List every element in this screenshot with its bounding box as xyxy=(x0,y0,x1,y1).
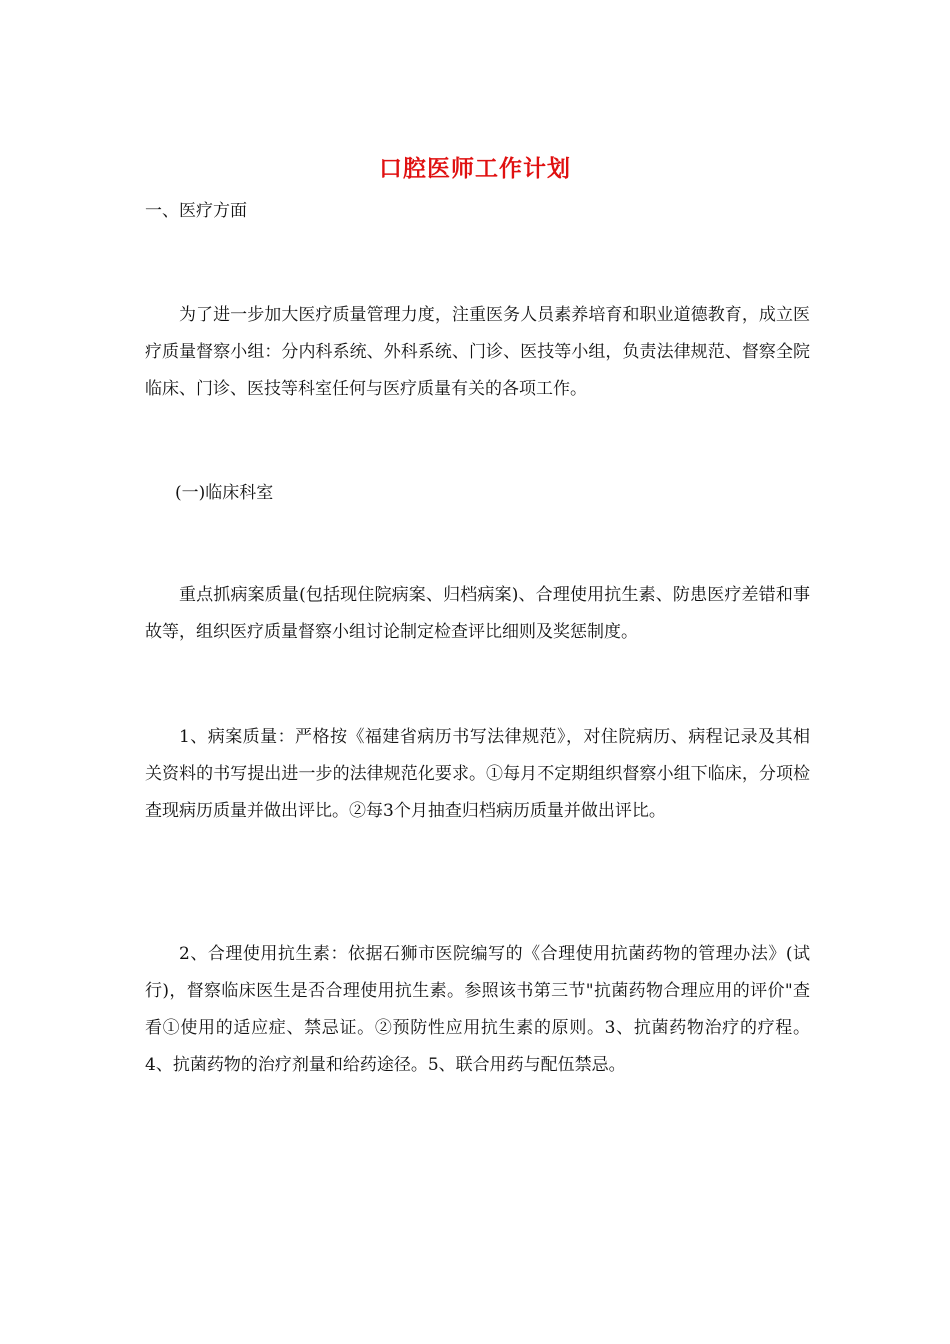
document-title: 口腔医师工作计划 xyxy=(379,155,571,182)
section-heading-medical: 一、医疗方面 xyxy=(145,201,247,221)
paragraph-medical-records: 1、病案质量：严格按《福建省病历书写法律规范》，对住院病历、病程记录及其相关资料的书写提出进一步的法律规范化要求。①每月不定期组织督察小组下临床，分项检查现病历质量并做出评比。②每3个月抽查归档病历质量并做出评比。 xyxy=(145,727,810,821)
paragraph-clinical-focus: 重点抓病案质量(包括现住院病案、归档病案)、合理使用抗生素、防患医疗差错和事故等，组织医疗质量督察小组讨论制定检查评比细则及奖惩制度。 xyxy=(145,585,810,642)
paragraph-antibiotics: 2、合理使用抗生素：依据石狮市医院编写的《合理使用抗菌药物的管理办法》(试行)，督察临床医生是否合理使用抗生素。参照该书第三节"抗菌药物合理应用的评价"查看①使用的适应症、禁忌证。②预防性应用抗生素的原则。3、抗菌药物治疗的疗程。4、抗菌药物的治疗剂量和给药途径。5、联合用药与配伍禁忌。 xyxy=(145,944,810,1075)
paragraph-quality-management: 为了进一步加大医疗质量管理力度，注重医务人员素养培育和职业道德教育，成立医疗质量督察小组：分内科系统、外科系统、门诊、医技等小组，负责法律规范、督察全院临床、门诊、医技等科室任何与医疗质量有关的各项工作。 xyxy=(145,305,810,399)
subsection-heading-clinical: (一)临床科室 xyxy=(175,483,274,503)
